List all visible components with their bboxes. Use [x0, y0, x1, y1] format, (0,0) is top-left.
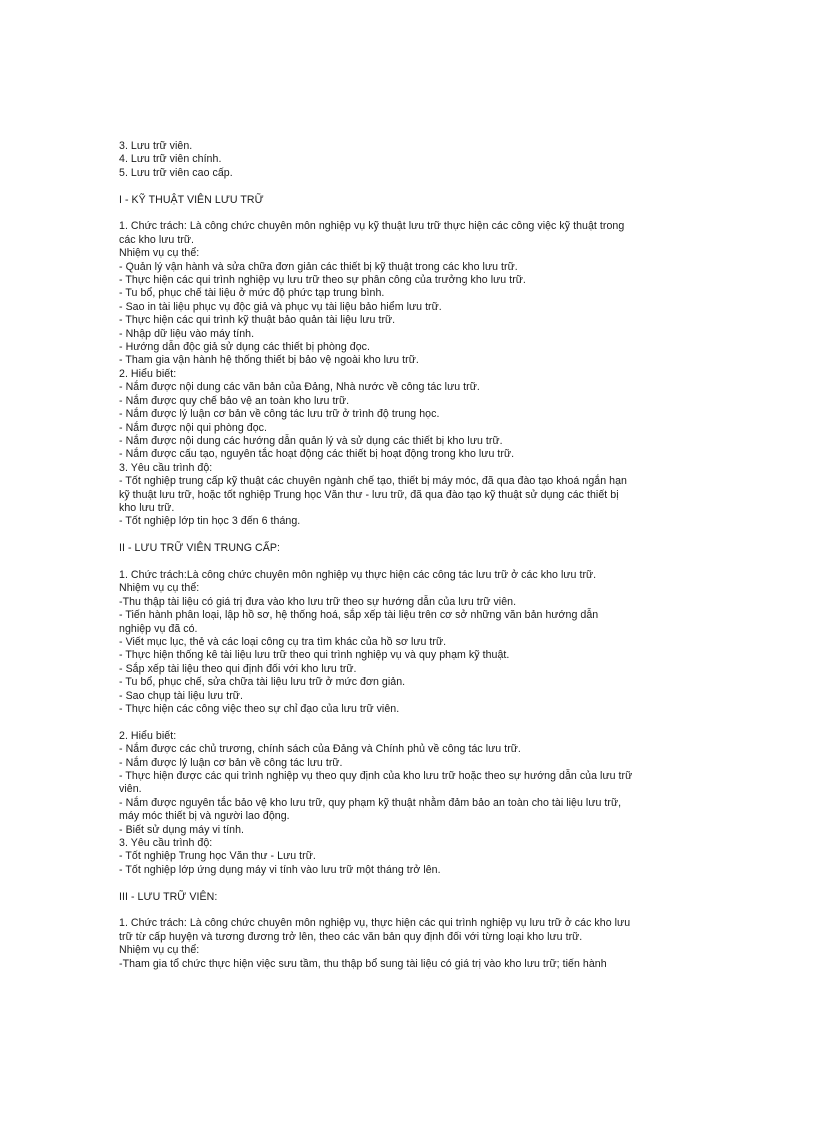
spacer	[119, 180, 699, 193]
text-line: - Nắm được nguyên tắc bảo vệ kho lưu trữ, quy phạm kỹ thuật nhằm đảm bảo an toàn cho tài liệu lưu trữ,	[119, 796, 622, 809]
text-line: - Viết mục lục, thẻ và các loại công cụ tra tìm khác của hồ sơ lưu trữ.	[119, 635, 447, 648]
text-line: 1. Chức trách:Là công chức chuyên môn nghiệp vụ thực hiện các công tác lưu trữ ở các kho lưu trữ.	[119, 568, 597, 581]
spacer	[119, 716, 699, 729]
text-line: - Tốt nghiệp trung cấp kỹ thuật các chuyên ngành chế tạo, thiết bị máy móc, đã qua đào tạo khoá ngắn hạn	[119, 475, 627, 488]
text-line: - Biết sử dụng máy vi tính.	[119, 823, 245, 836]
section2-body-a	[119, 569, 699, 716]
spacer	[119, 877, 699, 890]
text-line: - Nắm được lý luận cơ bản về công tác lưu trữ.	[119, 756, 343, 769]
spacer	[119, 556, 699, 569]
spacer	[119, 529, 699, 542]
spacer	[119, 207, 699, 220]
section-heading: III - LƯU TRỮ VIÊN:	[119, 890, 218, 903]
text-line: - Thực hiện được các qui trình nghiệp vụ theo quy định của kho lưu trữ hoặc theo sự hướng dẫn của lưu trữ	[119, 770, 633, 783]
text-line: kho lưu trữ.	[119, 501, 175, 514]
section-heading: II - LƯU TRỮ VIÊN TRUNG CẤP:	[119, 542, 280, 555]
text-line: - Nắm được lý luận cơ bản về công tác lưu trữ ở trình độ trung học.	[119, 408, 440, 421]
text-line: - Sao chụp tài liệu lưu trữ.	[119, 689, 243, 702]
text-line: Nhiệm vụ cụ thể:	[119, 582, 200, 595]
text-line: - Nắm được nội qui phòng đọc.	[119, 421, 267, 434]
text-line: kỹ thuật lưu trữ, hoặc tốt nghiệp Trung học Văn thư - lưu trữ, đã qua đào tạo kỹ thuật sử dụng các thiết bị	[119, 488, 619, 501]
text-line: 1. Chức trách: Là công chức chuyên môn nghiệp vụ, thực hiện các qui trình nghiệp vụ lưu trữ ở các kho lưu	[119, 917, 631, 930]
text-line: - Nắm được nội dung các văn bản của Đảng, Nhà nước về công tác lưu trữ.	[119, 381, 480, 394]
text-line: 3. Yêu cầu trình độ:	[119, 461, 213, 474]
list-item: 3. Lưu trữ viên.	[119, 140, 193, 152]
text-line: 2. Hiểu biết:	[119, 729, 177, 742]
text-line: - Tốt nghiệp lớp tin học 3 đến 6 tháng.	[119, 515, 301, 528]
list-item: 5. Lưu trữ viên cao cấp.	[119, 166, 233, 179]
text-line: các kho lưu trữ.	[119, 233, 195, 246]
text-line: Nhiệm vụ cụ thể:	[119, 944, 200, 957]
text-line: 3. Yêu cầu trình độ:	[119, 837, 213, 850]
text-line: -Thu thập tài liệu có giá trị đưa vào kho lưu trữ theo sự hướng dẫn của lưu trữ viên.	[119, 595, 517, 608]
spacer	[119, 904, 699, 917]
text-line: Nhiệm vụ cụ thể:	[119, 247, 200, 260]
text-line: - Quản lý vận hành và sửa chữa đơn giản các thiết bị kỹ thuật trong các kho lưu trữ.	[119, 260, 518, 273]
text-line: - Hướng dẫn độc giả sử dụng các thiết bị phòng đọc.	[119, 341, 371, 354]
section3-body	[119, 917, 699, 971]
text-line: - Nắm được các chủ trương, chính sách của Đảng và Chính phủ về công tác lưu trữ.	[119, 743, 521, 756]
section2-body-b	[119, 730, 699, 877]
text-line: nghiệp vụ đã có.	[119, 622, 198, 635]
text-line: - Sắp xếp tài liệu theo qui định đối với kho lưu trữ.	[119, 662, 357, 675]
text-line: trữ từ cấp huyện và tương đương trở lên, theo các văn bản quy định đối với từng loại kho lưu trữ.	[119, 930, 583, 943]
text-line: viên.	[119, 783, 142, 796]
section-heading: I - KỸ THUẬT VIÊN LƯU TRỮ	[119, 193, 264, 206]
text-line: -Tham gia tổ chức thực hiện việc sưu tầm, thu thập bổ sung tài liệu có giá trị vào kho lưu trữ; tiến hành	[119, 957, 607, 970]
text-line: 2. Hiểu biết:	[119, 367, 177, 380]
text-line: - Nhập dữ liệu vào máy tính.	[119, 327, 255, 340]
text-line: - Sao in tài liệu phục vụ độc giả và phục vụ tài liệu bảo hiểm lưu trữ.	[119, 300, 442, 313]
text-line: - Tốt nghiệp lớp ứng dụng máy vi tính vào lưu trữ một tháng trở lên.	[119, 863, 441, 876]
intro-list	[119, 140, 699, 180]
text-line: - Tốt nghiệp Trung học Văn thư - Lưu trữ.	[119, 850, 316, 863]
text-line: - Thực hiện các qui trình kỹ thuật bảo quản tài liệu lưu trữ.	[119, 314, 396, 327]
text-line: - Nắm được cấu tạo, nguyên tắc hoạt động các thiết bị hoạt động trong kho lưu trữ.	[119, 448, 515, 461]
text-line: máy móc thiết bị và người lao động.	[119, 810, 290, 823]
text-line: - Thực hiện thống kê tài liệu lưu trữ theo qui trình nghiệp vụ và quy phạm kỹ thuật.	[119, 649, 510, 662]
text-line: - Tham gia vận hành hệ thống thiết bị bảo vệ ngoài kho lưu trữ.	[119, 354, 419, 367]
text-line: - Tu bổ, phục chế, sửa chữa tài liệu lưu trữ ở mức đơn giản.	[119, 676, 406, 689]
text-line: - Nắm được quy chế bảo vệ an toàn kho lưu trữ.	[119, 394, 350, 407]
text-line: - Tiến hành phân loại, lập hồ sơ, hệ thống hoá, sắp xếp tài liệu trên cơ sở những văn bản hướng dẫn	[119, 609, 599, 622]
section1-body	[119, 220, 699, 528]
text-line: - Nắm được nội dung các hướng dẫn quản lý và sử dụng các thiết bị kho lưu trữ.	[119, 434, 503, 447]
text-line: - Thực hiện các công việc theo sự chỉ đạo của lưu trữ viên.	[119, 703, 400, 715]
list-item: 4. Lưu trữ viên chính.	[119, 153, 222, 166]
text-line: - Tu bổ, phục chế tài liệu ở mức độ phức tạp trung bình.	[119, 287, 385, 300]
document-page	[119, 140, 699, 971]
text-line: 1. Chức trách: Là công chức chuyên môn nghiệp vụ kỹ thuật lưu trữ thực hiện các công việc kỹ thuật trong	[119, 220, 625, 233]
text-line: - Thực hiện các qui trình nghiệp vụ lưu trữ theo sự phân công của trưởng kho lưu trữ.	[119, 274, 526, 287]
